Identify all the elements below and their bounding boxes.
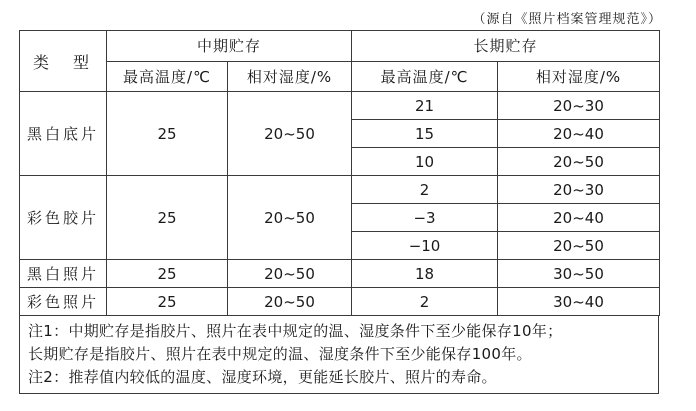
medium-humidity-cell: 20~50 (228, 92, 352, 176)
long-temp-cell: −3 (352, 204, 498, 232)
header-long-humidity: 相对湿度/% (498, 61, 660, 92)
note-line: 注2：推荐值内较低的温度、湿度环境，更能延长胶片、照片的寿命。 (28, 368, 497, 386)
long-humidity-cell: 20~30 (498, 176, 660, 204)
row-type: 黑白底片 (20, 92, 107, 176)
long-humidity-cell: 20~50 (498, 232, 660, 260)
header-medium-term: 中期贮存 (107, 31, 352, 62)
medium-temp-cell: 25 (107, 260, 228, 288)
medium-humidity-cell: 20~50 (228, 260, 352, 288)
storage-conditions-table (19, 30, 660, 316)
header-medium-humidity: 相对湿度/% (228, 61, 352, 92)
row-type: 彩色胶片 (20, 176, 107, 260)
header-long-max-temp: 最高温度/℃ (352, 61, 498, 92)
long-temp-cell: 2 (352, 288, 498, 316)
medium-humidity-cell: 20~50 (228, 288, 352, 316)
long-humidity-cell: 20~50 (498, 148, 660, 176)
header-long-term: 长期贮存 (352, 31, 660, 62)
source-citation: （源自《照片档案管理规范》） (472, 12, 662, 27)
table-row (20, 92, 660, 120)
table-row (20, 288, 660, 316)
long-temp-cell: −10 (352, 232, 498, 260)
medium-temp-cell: 25 (107, 92, 228, 176)
long-humidity-cell: 20~40 (498, 204, 660, 232)
long-humidity-cell: 30~40 (498, 288, 660, 316)
table-row (20, 176, 660, 204)
note-line: 长期贮存是指胶片、照片在表中规定的温、湿度条件下至少能保存100年。 (28, 345, 532, 363)
long-temp-cell: 2 (352, 176, 498, 204)
medium-temp-cell: 25 (107, 176, 228, 260)
table-row (20, 260, 660, 288)
header-medium-max-temp: 最高温度/℃ (107, 61, 228, 92)
row-type: 黑白照片 (20, 260, 107, 288)
note-line: 注1：中期贮存是指胶片、照片在表中规定的温、湿度条件下至少能保存10年； (28, 322, 563, 340)
row-type: 彩色照片 (20, 288, 107, 316)
long-temp-cell: 10 (352, 148, 498, 176)
long-humidity-cell: 20~40 (498, 120, 660, 148)
long-humidity-cell: 30~50 (498, 260, 660, 288)
long-humidity-cell: 20~30 (498, 92, 660, 120)
header-type: 类 型 (20, 31, 107, 92)
table-notes (19, 316, 659, 394)
medium-temp-cell: 25 (107, 288, 228, 316)
long-temp-cell: 18 (352, 260, 498, 288)
medium-humidity-cell: 20~50 (228, 176, 352, 260)
long-temp-cell: 21 (352, 92, 498, 120)
long-temp-cell: 15 (352, 120, 498, 148)
